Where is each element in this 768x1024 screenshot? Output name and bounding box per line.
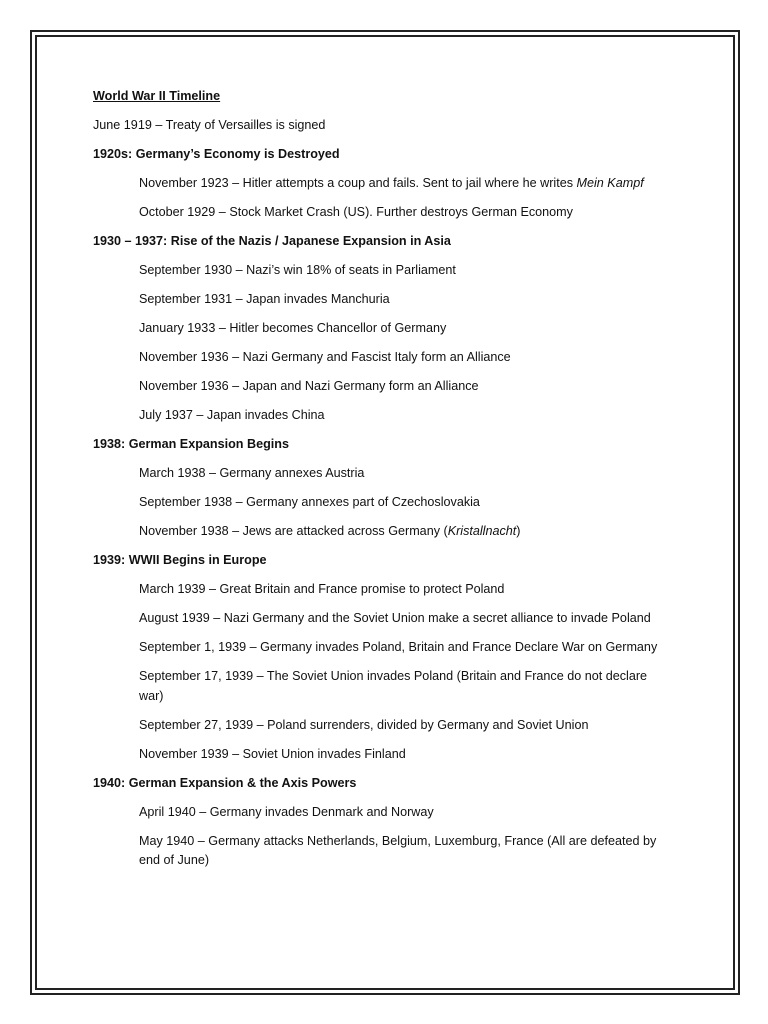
timeline-entry: November 1936 – Japan and Nazi Germany form an Alliance	[139, 379, 479, 393]
timeline-entry: September 1930 – Nazi’s win 18% of seats in Parliament	[139, 263, 456, 277]
timeline-entry: November 1938 – Jews are attacked across Germany (Kristallnacht)	[139, 524, 521, 538]
timeline-entry: November 1923 – Hitler attempts a coup and fails. Sent to jail where he writes Mein Kampf	[139, 176, 644, 190]
timeline-entry: March 1938 – Germany annexes Austria	[139, 466, 365, 480]
timeline-entry: September 1938 – Germany annexes part of Czechoslovakia	[139, 495, 480, 509]
timeline-entry: May 1940 – Germany attacks Netherlands, Belgium, Luxemburg, France (All are defeated by end of June)	[139, 833, 657, 867]
document-body	[93, 87, 673, 880]
timeline-entry: August 1939 – Nazi Germany and the Soviet Union make a secret alliance to invade Poland	[139, 611, 651, 625]
timeline-entry: November 1939 – Soviet Union invades Finland	[139, 746, 406, 761]
timeline-entry: September 1, 1939 – Germany invades Poland, Britain and France Declare War on Germany	[139, 640, 658, 654]
section-heading: 1930 – 1937: Rise of the Nazis / Japanese Expansion in Asia	[93, 234, 451, 248]
timeline-entry: June 1919 – Treaty of Versailles is signed	[93, 118, 326, 132]
timeline-entry: September 17, 1939 – The Soviet Union invades Poland (Britain and France do not declare war)	[139, 669, 648, 703]
timeline-entry: October 1929 – Stock Market Crash (US). Further destroys German Economy	[139, 205, 573, 219]
timeline-entry: March 1939 – Great Britain and France promise to protect Poland	[139, 582, 505, 596]
timeline-entry: November 1936 – Nazi Germany and Fascist Italy form an Alliance	[139, 350, 511, 364]
timeline-entry: July 1937 – Japan invades China	[139, 408, 325, 422]
timeline-entry: January 1933 – Hitler becomes Chancellor of Germany	[139, 321, 447, 335]
timeline-entry: September 1931 – Japan invades Manchuria	[139, 292, 390, 306]
section-heading: 1938: German Expansion Begins	[93, 437, 289, 451]
timeline-entry: April 1940 – Germany invades Denmark and Norway	[139, 804, 434, 819]
document-title: World War II Timeline	[93, 89, 221, 103]
section-heading: 1939: WWII Begins in Europe	[93, 553, 267, 567]
timeline-entry: September 27, 1939 – Poland surrenders, divided by Germany and Soviet Union	[139, 717, 589, 732]
section-heading: 1940: German Expansion & the Axis Powers	[93, 775, 357, 790]
section-heading: 1920s: Germany’s Economy is Destroyed	[93, 147, 340, 161]
